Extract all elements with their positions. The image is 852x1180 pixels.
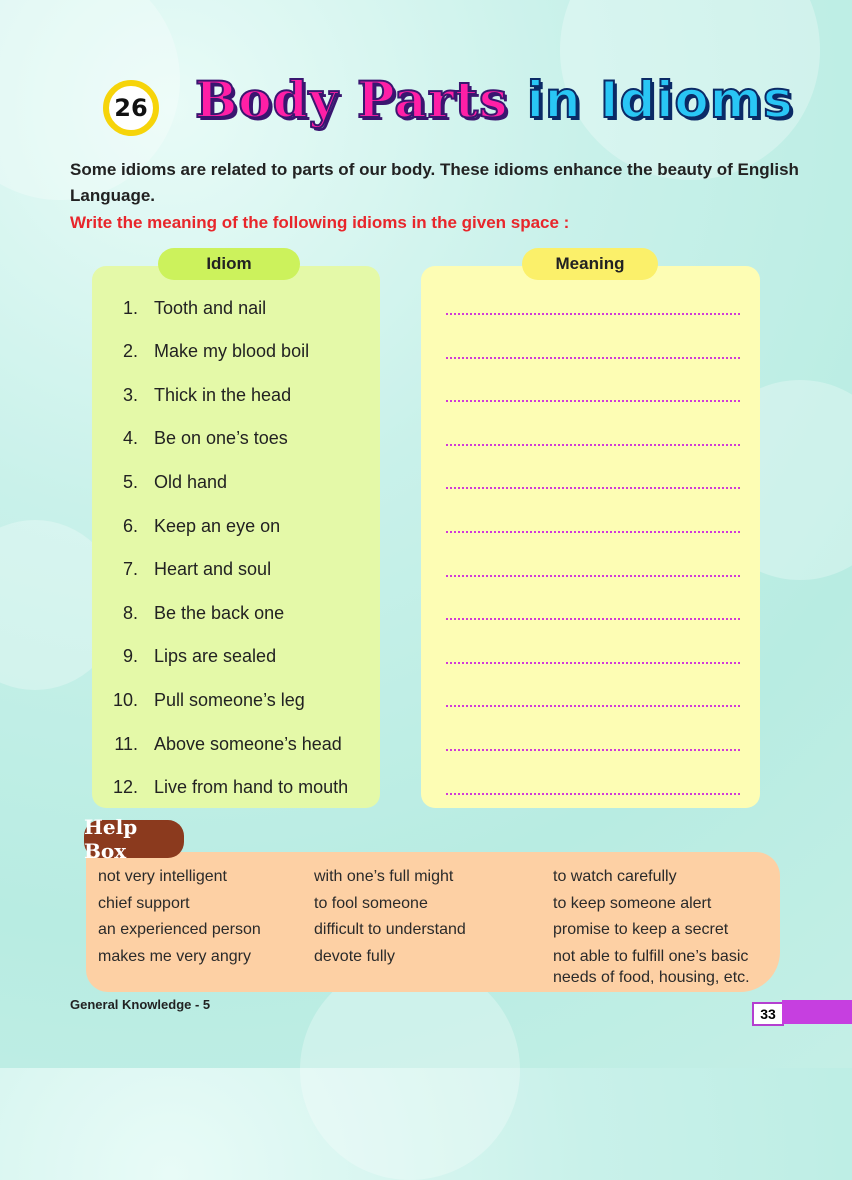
idiom-number: 2. <box>122 341 138 362</box>
help-box-column-1 <box>98 864 261 970</box>
meaning-answer-line[interactable] <box>446 487 740 489</box>
idiom-number: 4. <box>122 428 138 449</box>
meaning-answer-line[interactable] <box>446 400 740 402</box>
help-box-item: not able to fulfill one’s basic <box>553 947 749 965</box>
help-box-item: with one’s full might <box>314 868 454 885</box>
idiom-text: Live from hand to mouth <box>154 777 349 798</box>
meaning-answer-line[interactable] <box>446 575 740 577</box>
idiom-text: Thick in the head <box>154 384 292 405</box>
page-title <box>195 70 794 129</box>
idiom-number: 9. <box>122 646 138 667</box>
idiom-row <box>100 382 291 408</box>
help-box-item: to keep someone alert <box>553 894 712 912</box>
title-part-2: in Idioms <box>526 71 794 129</box>
help-box-item: an experienced person <box>98 921 261 938</box>
idiom-number: 12. <box>112 777 138 798</box>
help-box-item: needs of food, housing, etc. <box>553 969 750 986</box>
meaning-column-header: Meaning <box>522 248 658 280</box>
idiom-number: 11. <box>114 733 138 754</box>
idiom-text: Be the back one <box>154 602 285 623</box>
idiom-row <box>100 295 266 321</box>
page-number: 33 <box>752 1002 784 1026</box>
idiom-row <box>100 775 348 801</box>
meaning-answer-line[interactable] <box>446 357 740 359</box>
help-box-item: difficult to understand <box>314 921 466 938</box>
idiom-text: Tooth and nail <box>154 297 267 318</box>
meaning-answer-line[interactable] <box>446 705 740 707</box>
help-box-item: chief support <box>98 894 190 912</box>
meaning-answer-line[interactable] <box>446 444 740 446</box>
idiom-column-header: Idiom <box>158 248 300 280</box>
idiom-row <box>100 557 271 583</box>
idiom-number: 10. <box>112 689 138 710</box>
idiom-text: Pull someone’s leg <box>154 689 305 710</box>
help-box-title: Help Box <box>84 820 184 858</box>
idiom-text: Make my blood boil <box>154 341 310 362</box>
meaning-answer-line[interactable] <box>446 662 740 664</box>
idiom-row <box>100 600 284 626</box>
idiom-row <box>100 513 280 539</box>
idiom-text: Heart and soul <box>154 559 272 580</box>
idiom-number: 6. <box>122 515 138 536</box>
help-box-item: to fool someone <box>314 894 428 912</box>
help-box-item: to watch carefully <box>553 868 677 885</box>
idiom-number: 1. <box>122 297 138 318</box>
help-box-item: makes me very angry <box>98 947 251 965</box>
help-box-column-3 <box>553 864 750 992</box>
meaning-answer-line[interactable] <box>446 313 740 315</box>
book-name: General Knowledge - 5 <box>70 997 211 1012</box>
idiom-text: Lips are sealed <box>154 646 277 667</box>
help-box-item: not very intelligent <box>98 868 227 885</box>
idiom-text: Above someone’s head <box>154 733 342 754</box>
meaning-answer-line[interactable] <box>446 749 740 751</box>
intro-text: Some idioms are related to parts of our body. These idioms enhance the beauty of English Language. <box>70 160 799 205</box>
background-bubble <box>300 960 520 1180</box>
instruction-text: Write the meaning of the following idioms in the given space : <box>70 213 570 232</box>
idiom-text: Keep an eye on <box>154 515 281 536</box>
idiom-row <box>100 469 227 495</box>
meaning-answer-line[interactable] <box>446 618 740 620</box>
meaning-panel <box>421 266 760 808</box>
idiom-text: Be on one’s toes <box>154 428 288 449</box>
meaning-answer-line[interactable] <box>446 793 740 795</box>
idiom-row <box>100 426 288 452</box>
meaning-answer-line[interactable] <box>446 531 740 533</box>
idiom-row <box>100 731 342 757</box>
help-box-item: devote fully <box>314 947 395 965</box>
idiom-number: 7. <box>122 559 138 580</box>
idiom-text: Old hand <box>154 471 228 492</box>
title-part-1: Body Parts <box>195 70 509 129</box>
help-box-column-2 <box>314 864 466 970</box>
help-box-item: promise to keep a secret <box>553 921 729 938</box>
idiom-number: 8. <box>122 602 138 623</box>
idiom-number: 5. <box>122 471 138 492</box>
idiom-number: 3. <box>122 384 138 405</box>
page-number-bar <box>782 1000 852 1024</box>
chapter-number-badge: 26 <box>103 80 159 136</box>
idiom-row <box>100 644 276 670</box>
idiom-row <box>100 339 309 365</box>
idiom-row <box>100 687 305 713</box>
